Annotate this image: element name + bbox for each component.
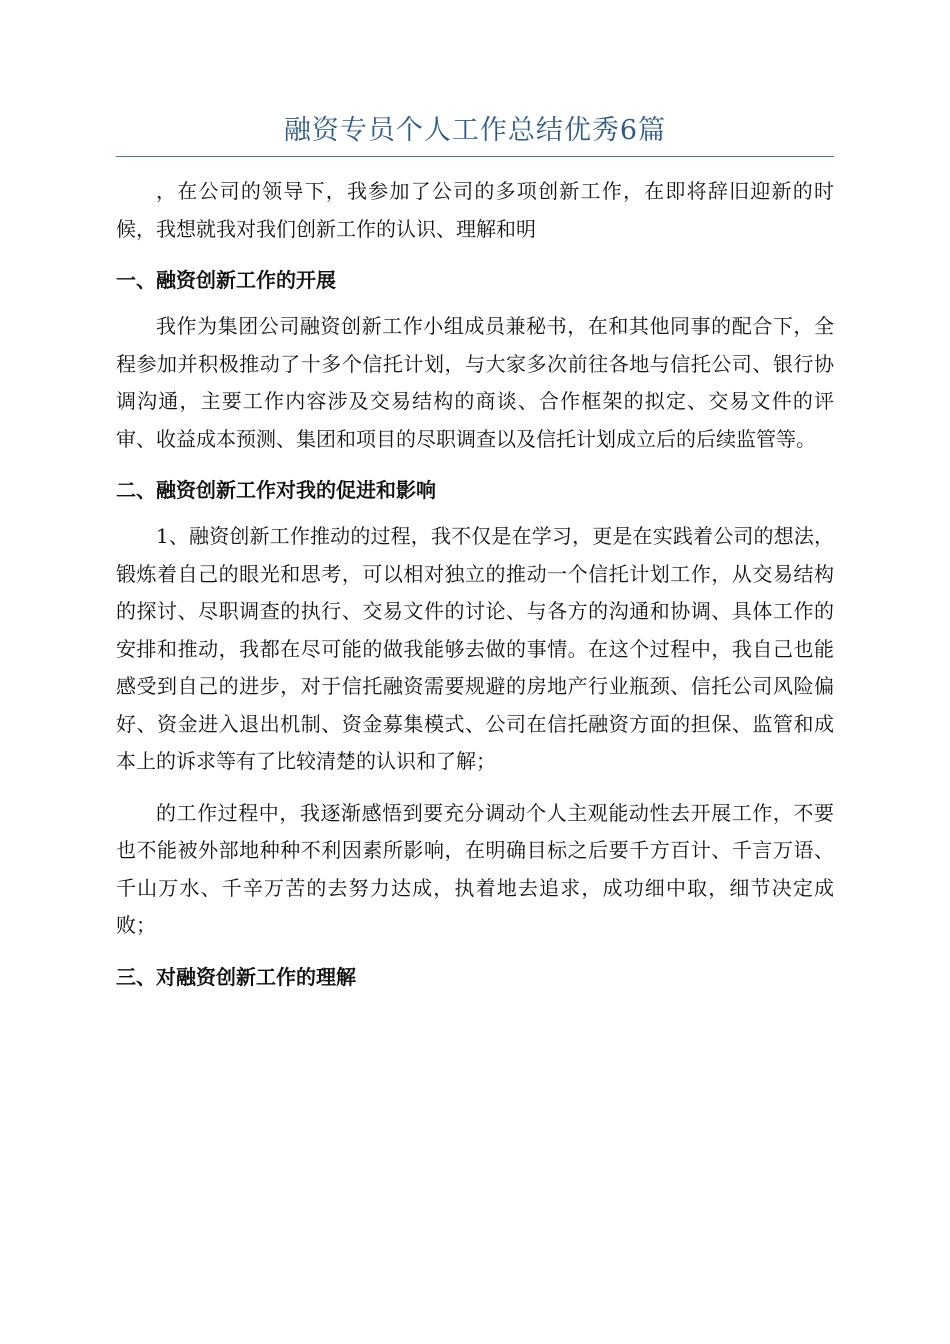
document-page — [116, 108, 834, 1005]
section-2-paragraph-2: 的工作过程中，我逐渐感悟到要充分调动个人主观能动性去开展工作，不要也不能被外部地种种不利因素所影响，在明确目标之后要千方百计、千言万语、千山万水、千辛万苦的去努力达成，执着地去追求，成功细中取，细节决定成败； — [116, 800, 834, 937]
section-heading-3: 三、对融资创新工作的理解 — [116, 964, 356, 989]
section-1-paragraph-1: 我作为集团公司融资创新工作小组成员兼秘书，在和其他同事的配合下，全程参加并积极推动了十多个信托计划，与大家多次前往各地与信托公司、银行协调沟通，主要工作内容涉及交易结构的商谈、合作框架的拟定、交易文件的评审、收益成本预测、集团和项目的尽职调查以及信托计划成立后的后续监管等。 — [116, 314, 834, 451]
document-title: 融资专员个人工作总结优秀6篇 — [283, 115, 667, 146]
section-2-paragraph-1: 1、融资创新工作推动的过程，我不仅是在学习，更是在实践着公司的想法，锻炼着自己的眼光和思考，可以相对独立的推动一个信托计划工作，从交易结构的探讨、尽职调查的执行、交易文件的讨论、与各方的沟通和协调、具体工作的安排和推动，我都在尽可能的做我能够去做的事情。在这个过程中，我自己也能感受到自己的进步，对于信托融资需要规避的房地产行业瓶颈、信托公司风险偏好、资金进入退出机制、资金募集模式、公司在信托融资方面的担保、监管和成本上的诉求等有了比较清楚的认识和了解； — [116, 524, 834, 773]
intro-paragraph: ，在公司的领导下，我参加了公司的多项创新工作，在即将辞旧迎新的时候，我想就我对我们创新工作的认识、理解和明 — [116, 179, 834, 241]
title-underline — [116, 156, 834, 157]
section-heading-1: 一、融资创新工作的开展 — [116, 268, 336, 292]
section-heading-2: 二、融资创新工作对我的促进和影响 — [116, 478, 436, 502]
